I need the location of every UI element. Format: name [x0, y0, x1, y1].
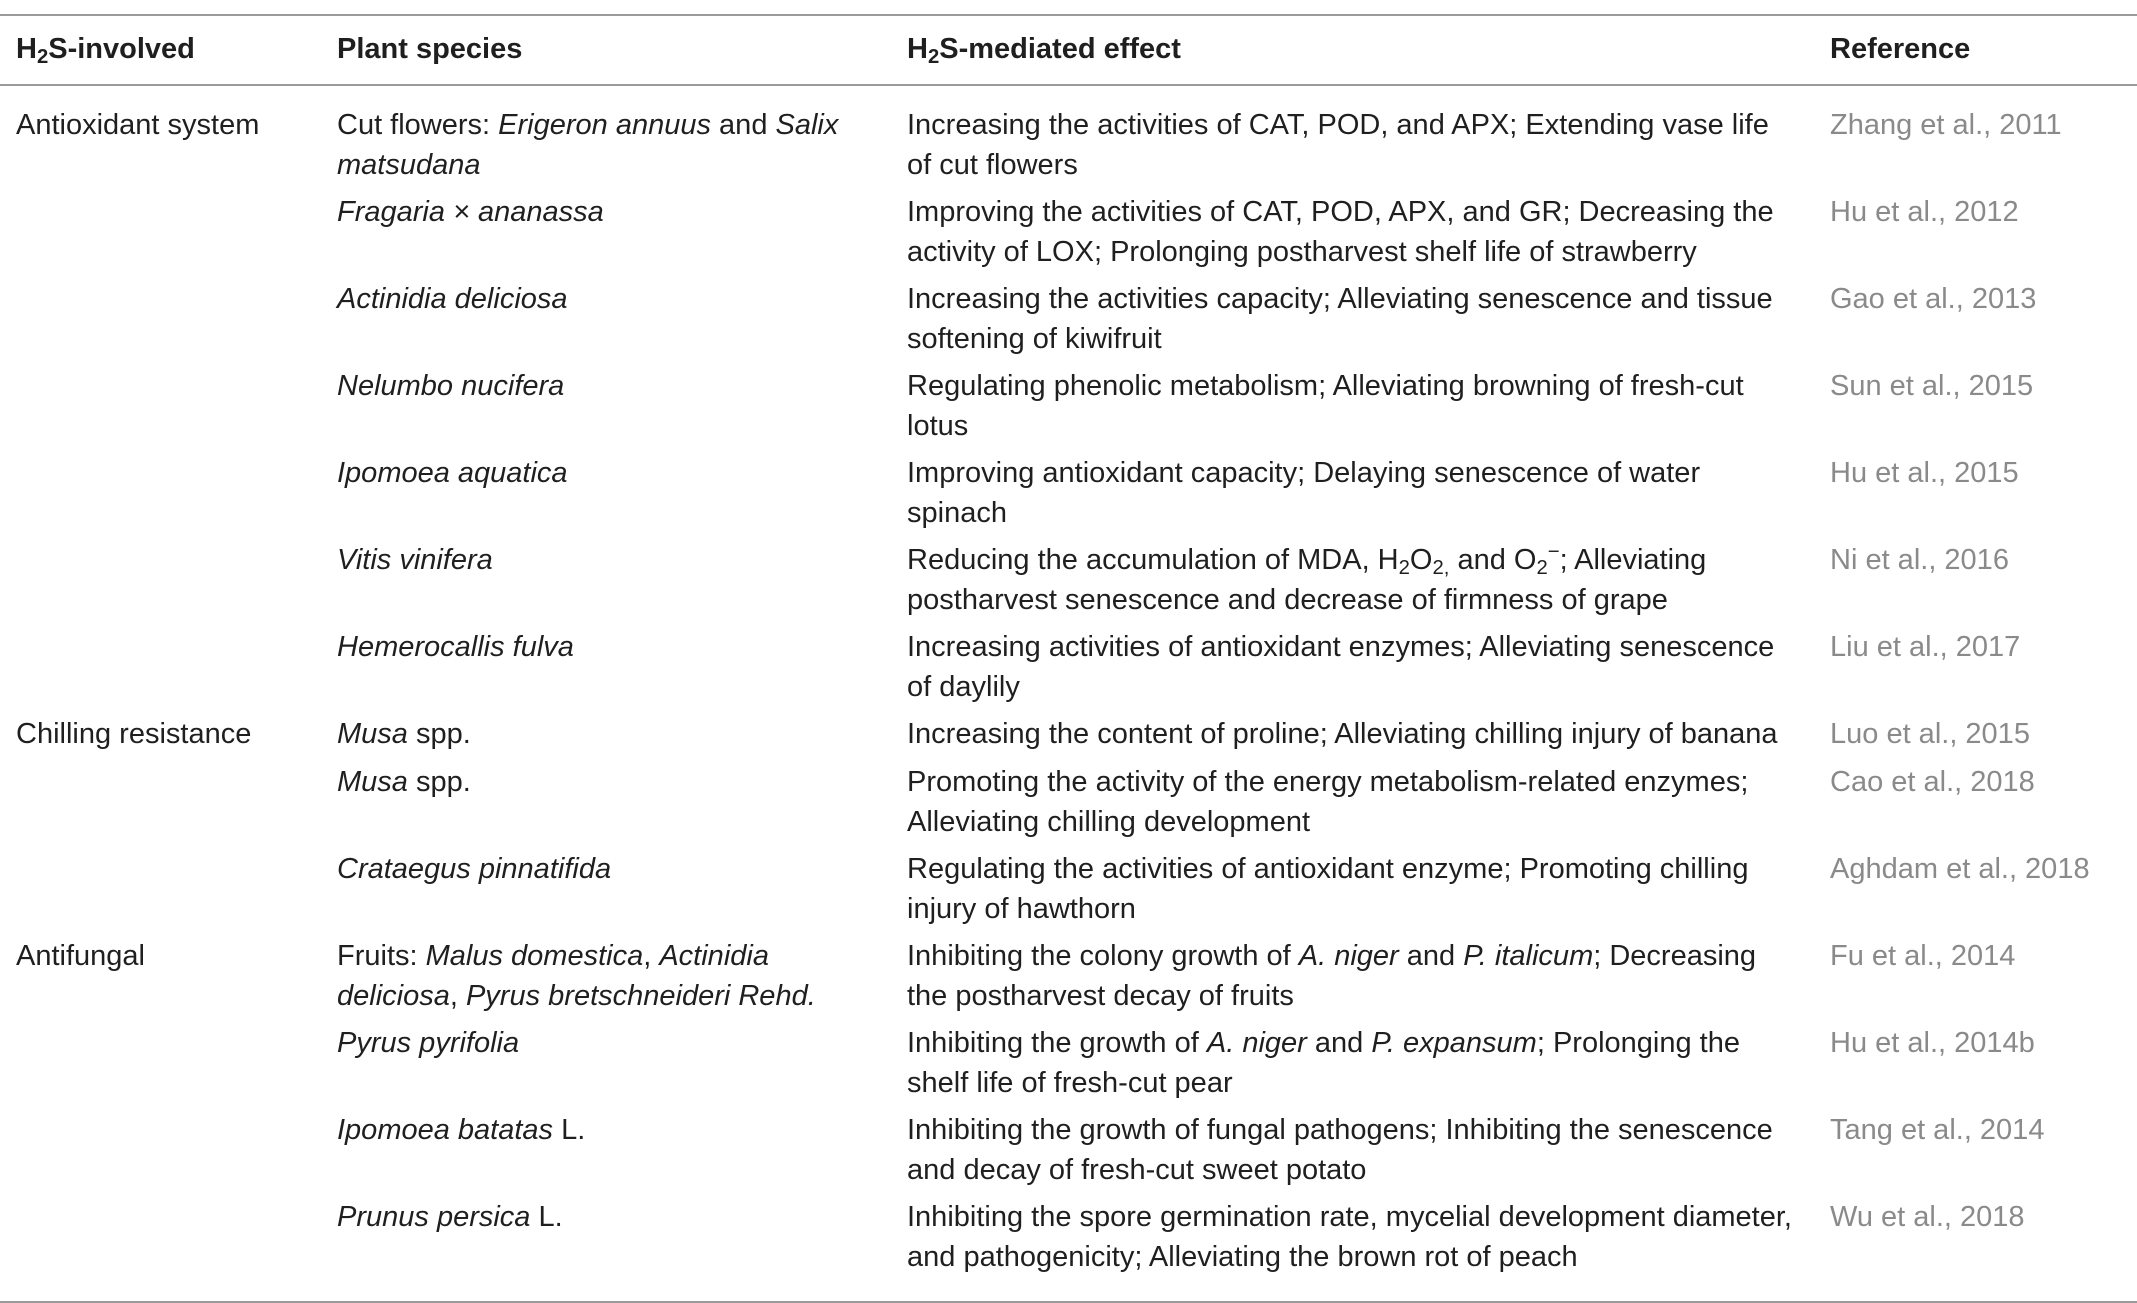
table-row — [0, 454, 2137, 541]
table-row — [0, 1198, 2137, 1285]
plant-species-cell: Ipomoea batatas L. — [337, 1114, 586, 1146]
reference-link[interactable]: Hu et al., 2014b — [1830, 1027, 2035, 1059]
reference-link[interactable]: Cao et al., 2018 — [1830, 766, 2035, 798]
effect-cell: Inhibiting the spore germination rate, mycelial development diameter, and pathogenicity; Alleviating the brown rot of peach — [907, 1201, 1792, 1273]
table-row — [0, 937, 2137, 1024]
plant-species-cell: Musa spp. — [337, 766, 471, 798]
group-label: Antioxidant system — [16, 109, 260, 141]
table-row — [0, 715, 2137, 763]
table-row — [0, 1024, 2137, 1111]
effect-cell: Regulating the activities of antioxidant enzyme; Promoting chilling injury of hawthorn — [907, 853, 1749, 925]
group-label: Antifungal — [16, 940, 145, 972]
plant-species-cell: Nelumbo nucifera — [337, 370, 565, 402]
header-reference: Reference — [1830, 33, 1971, 66]
effect-cell: Regulating phenolic metabolism; Alleviating browning of fresh-cut lotus — [907, 370, 1744, 442]
reference-link[interactable]: Luo et al., 2015 — [1830, 718, 2030, 750]
plant-species-cell: Ipomoea aquatica — [337, 457, 568, 489]
group-label: Chilling resistance — [16, 718, 252, 750]
effect-cell: Promoting the activity of the energy metabolism-related enzymes; Alleviating chilling development — [907, 766, 1749, 838]
reference-link[interactable]: Wu et al., 2018 — [1830, 1201, 2025, 1233]
reference-link[interactable]: Gao et al., 2013 — [1830, 283, 2037, 315]
effect-cell: Inhibiting the growth of fungal pathogens; Inhibiting the senescence and decay of fresh-cut sweet potato — [907, 1114, 1773, 1186]
plant-species-cell: Hemerocallis fulva — [337, 631, 574, 663]
header-h2s-involved: $H_2S$-involved — [16, 33, 195, 69]
effect-cell: Inhibiting the colony growth of A. niger and P. italicum; Decreasing the postharvest decay of fruits — [907, 940, 1757, 1012]
effect-cell: Increasing the activities capacity; Alleviating senescence and tissue softening of kiwifruit — [907, 283, 1773, 355]
table-row — [0, 763, 2137, 850]
reference-link[interactable]: Zhang et al., 2011 — [1830, 109, 2062, 141]
data-table — [0, 14, 2137, 1303]
plant-species-cell: Musa spp. — [337, 718, 471, 750]
reference-link[interactable]: Hu et al., 2015 — [1830, 457, 2019, 489]
plant-species-cell: Crataegus pinnatifida — [337, 853, 612, 885]
plant-species-cell: Cut flowers: Erigeron annuus and Salix matsudana — [337, 109, 839, 181]
header-plant-species: Plant species — [337, 33, 523, 66]
effect-cell: Inhibiting the growth of A. niger and P. expansum; Prolonging the shelf life of fresh-cut pear — [907, 1027, 1740, 1099]
effect-cell: Increasing activities of antioxidant enzymes; Alleviating senescence of daylily — [907, 631, 1775, 703]
reference-link[interactable]: Aghdam et al., 2018 — [1830, 853, 2090, 885]
plant-species-cell: Fragaria × ananassa — [337, 196, 604, 228]
reference-link[interactable]: Fu et al., 2014 — [1830, 940, 2016, 972]
table-row — [0, 367, 2137, 454]
table-row — [0, 628, 2137, 715]
table-row — [0, 850, 2137, 937]
table-row — [0, 1111, 2137, 1198]
plant-species-cell: Vitis vinifera — [337, 544, 493, 576]
effect-cell: Increasing the content of proline; Alleviating chilling injury of banana — [907, 718, 1778, 750]
reference-link[interactable]: Ni et al., 2016 — [1830, 544, 2009, 576]
reference-link[interactable]: Liu et al., 2017 — [1830, 631, 2021, 663]
plant-species-cell: Actinidia deliciosa — [337, 283, 568, 315]
table-header — [0, 16, 2137, 84]
reference-link[interactable]: Hu et al., 2012 — [1830, 196, 2019, 228]
effect-cell: Reducing the accumulation of MDA, $H_2O_{2,}$ and $O_2^-$; Alleviating postharvest senescence and decrease of firmness of grape — [907, 540, 1707, 616]
effect-cell: Increasing the activities of CAT, POD, and APX; Extending vase life of cut flowers — [907, 109, 1769, 181]
plant-species-cell: Prunus persica L. — [337, 1201, 563, 1233]
reference-link[interactable]: Tang et al., 2014 — [1830, 1114, 2045, 1146]
reference-link[interactable]: Sun et al., 2015 — [1830, 370, 2034, 402]
table-row — [0, 541, 2137, 628]
table-row — [0, 193, 2137, 280]
table-row — [0, 106, 2137, 193]
table-row — [0, 280, 2137, 367]
effect-cell: Improving antioxidant capacity; Delaying senescence of water spinach — [907, 457, 1701, 529]
plant-species-cell: Pyrus pyrifolia — [337, 1027, 520, 1059]
effect-cell: Improving the activities of CAT, POD, APX, and GR; Decreasing the activity of LOX; Prolonging postharvest shelf life of strawberry — [907, 196, 1774, 268]
plant-species-cell: Fruits: Malus domestica, Actinidia deliciosa, Pyrus bretschneideri Rehd. — [337, 940, 816, 1012]
header-h2s-mediated-effect: $H_2S$-mediated effect — [907, 33, 1181, 69]
table-body — [0, 86, 2137, 1301]
